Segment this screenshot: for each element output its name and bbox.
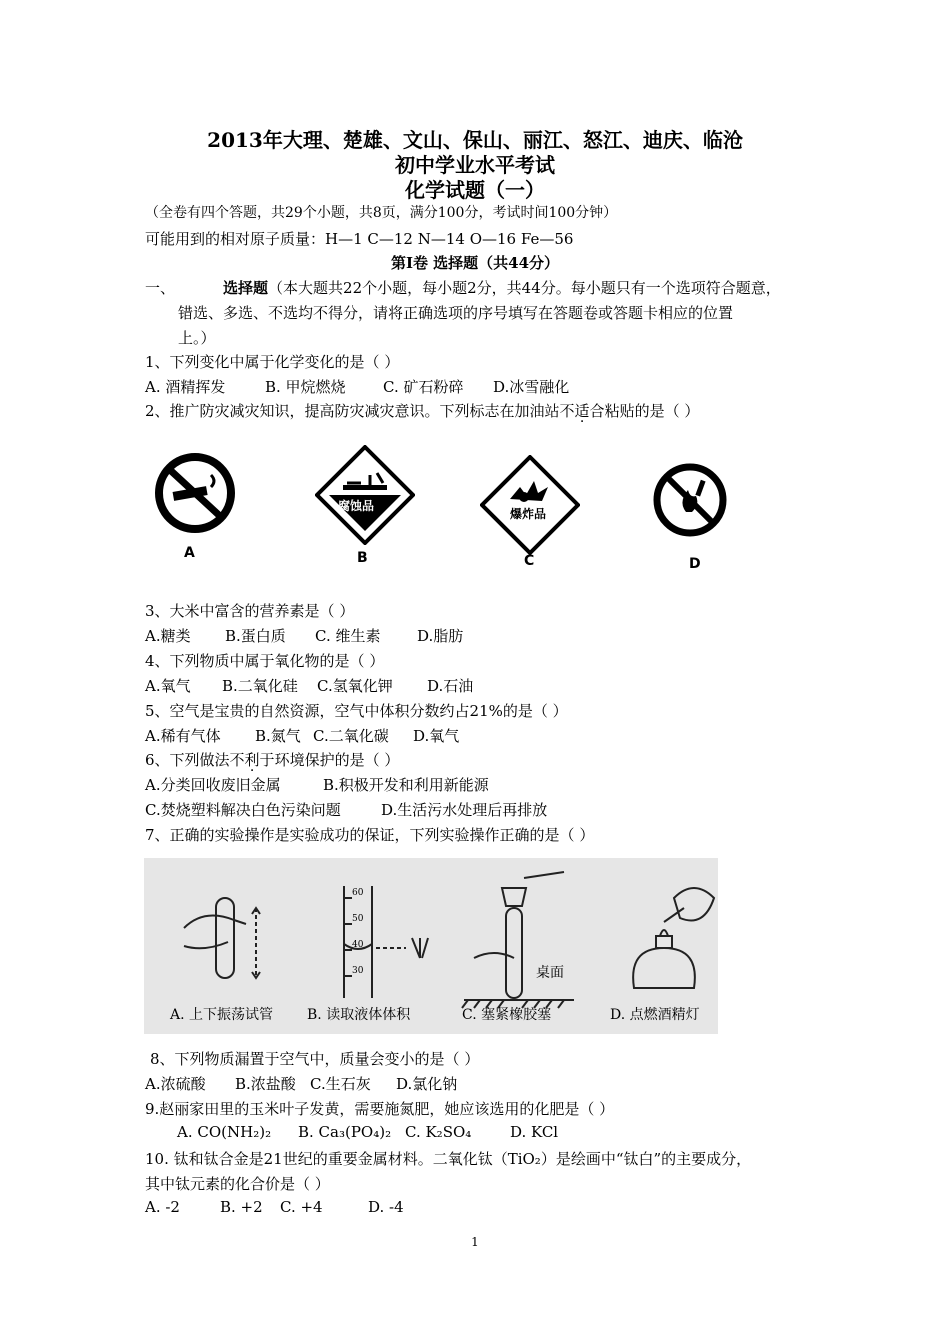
no-fire-sign [650, 460, 730, 540]
question-4-options [145, 675, 473, 696]
q5-option-d: D.氧气 [413, 727, 460, 745]
question-3-options [145, 625, 463, 646]
shaking-test-tube-illustration [184, 898, 260, 978]
question-10-line1: 10. 钛和钛合金是21世纪的重要金属材料。二氧化钛（TiO₂）是绘画中“钛白”的主要成分， [145, 1150, 752, 1168]
q3-option-b: B.蛋白质 [225, 627, 286, 645]
q6-stem-pre: 6、下列做法 [145, 751, 230, 769]
instructions-line3: 上。） [178, 329, 216, 347]
q4-option-b: B.二氧化硅 [222, 677, 298, 695]
q5-option-a: A.稀有气体 [145, 727, 221, 745]
question-7-stem: 7、正确的实验操作是实验成功的保证，下列实验操作正确的是（ ） [145, 826, 595, 844]
section-title: 第Ⅰ卷 选择题（共44分） [390, 254, 560, 272]
sign-c-label: C [524, 553, 535, 569]
sign-b-text: 腐蚀品 [338, 499, 375, 513]
scale-30: 30 [352, 966, 364, 976]
q6-option-d: D.生活污水处理后再排放 [381, 801, 548, 819]
q8-option-c: C.生石灰 [310, 1075, 371, 1093]
q10-option-c: C. +4 [280, 1198, 323, 1216]
q1-option-d: D.冰雪融化 [493, 378, 570, 396]
instructions-text1: （本大题共22个小题，每小题2分，共44分。每小题只有一个选项符合题意， [268, 279, 781, 297]
q6-stem-emphasis: 不利于 [229, 751, 275, 769]
page-number: 1 [471, 1235, 479, 1249]
q8-option-b: B.浓盐酸 [235, 1075, 296, 1093]
q5-option-b: B.氮气 [255, 727, 301, 745]
q6-option-a: A.分类回收废旧金属 [145, 776, 281, 794]
exam-title-line3: 化学试题（一） [405, 178, 545, 202]
question-8-options [145, 1073, 457, 1094]
sign-b-label: B [357, 550, 368, 566]
q9-option-a: A. CO(NH₂)₂ [177, 1123, 272, 1141]
q9-option-c: C. K₂SO₄ [405, 1123, 472, 1141]
question-9-stem: 9.赵丽家田里的玉米叶子发黄，需要施氮肥，她应该选用的化肥是（ ） [145, 1100, 615, 1118]
q5-option-c: C.二氧化碳 [313, 727, 389, 745]
exam-note: （全卷有四个答题，共29个小题，共8页，满分100分，考试时间100分钟） [145, 205, 618, 221]
lab-operations-figure [144, 858, 718, 1034]
q8-option-d: D.氯化钠 [396, 1075, 458, 1093]
q3-option-d: D.脂肪 [417, 627, 464, 645]
q6-stem-post: 环境保护的是（ ） [274, 751, 400, 769]
scale-40: 40 [352, 940, 364, 950]
q6-option-b: B.积极开发和利用新能源 [323, 776, 489, 794]
stopper-illustration [462, 872, 574, 1008]
q1-option-b: B. 甲烷燃烧 [265, 378, 346, 396]
alcohol-lamp-illustration [633, 888, 714, 988]
q8-option-a: A.浓硫酸 [145, 1075, 206, 1093]
sign-a-label: A [184, 545, 195, 561]
q4-option-d: D.石油 [427, 677, 474, 695]
q9-option-d: D. KCl [510, 1123, 559, 1141]
q7-caption-b: B. 读取液体体积 [307, 1007, 411, 1023]
q6-option-c: C.焚烧塑料解决白色污染问题 [145, 801, 341, 819]
exam-title-line2: 初中学业水平考试 [395, 153, 555, 177]
q7-caption-a: A. 上下振荡试管 [170, 1007, 274, 1023]
desk-label: 桌面 [536, 965, 564, 981]
q1-option-c: C. 矿石粉碎 [383, 378, 464, 396]
q2-stem-pre: 2、推广防灾减灾知识，提高防灾减灾意识。下列标志在加油站 [145, 402, 560, 420]
question-5-stem: 5、空气是宝贵的自然资源，空气中体积分数约占21%的是（ ） [145, 702, 568, 720]
section-number: 一、 [145, 279, 176, 297]
question-6-stem [145, 749, 399, 770]
q7-caption-d: D. 点燃酒精灯 [610, 1007, 700, 1023]
question-2-stem [145, 400, 699, 421]
q3-option-a: A.糖类 [145, 627, 191, 645]
no-smoking-sign [145, 445, 245, 580]
question-4-stem: 4、下列物质中属于氧化物的是（ ） [145, 652, 385, 670]
q2-stem-emphasis: 不适合 [559, 402, 605, 420]
question-6-options-row1 [145, 774, 489, 795]
instructions-line2: 错选、多选、不选均不得分，请将正确选项的序号填写在答题卷或答题卡相应的位置 [178, 304, 734, 322]
question-9-options [177, 1123, 558, 1141]
cylinder-scale [352, 880, 363, 984]
atomic-masses: 可能用到的相对原子质量：H—1 C—12 N—14 O—16 Fe—56 [145, 230, 574, 248]
sign-d-label: D [689, 556, 701, 572]
q9-option-b: B. Ca₃(PO₄)₂ [298, 1123, 392, 1141]
q1-option-a: A. 酒精挥发 [145, 378, 226, 396]
question-10-line2: 其中钛元素的化合价是（ ） [145, 1175, 330, 1193]
instructions-line1 [145, 277, 781, 298]
q7-caption-c: C. 塞紧橡胶塞 [462, 1007, 552, 1023]
q4-option-c: C.氢氧化钾 [317, 677, 393, 695]
scale-60: 60 [352, 888, 364, 898]
q10-option-a: A. -2 [145, 1198, 180, 1216]
scale-50: 50 [352, 914, 364, 924]
question-1-stem: 1、下列变化中属于化学变化的是（ ） [145, 353, 400, 371]
q3-option-c: C. 维生素 [315, 627, 381, 645]
question-3-stem: 3、大米中富含的营养素是（ ） [145, 602, 355, 620]
q10-option-b: B. +2 [220, 1198, 263, 1216]
question-1-options [145, 376, 569, 397]
exam-title-line1: 2013年大理、楚雄、文山、保山、丽江、怒江、迪庆、临沧 [207, 128, 743, 152]
q4-option-a: A.氧气 [145, 677, 191, 695]
question-10-options [145, 1198, 404, 1216]
q2-stem-post: 粘贴的是（ ） [604, 402, 700, 420]
q10-option-d: D. -4 [368, 1198, 404, 1216]
question-8-stem: 8、下列物质漏置于空气中，质量会变小的是（ ） [150, 1050, 480, 1068]
sign-c-text: 爆炸品 [510, 507, 547, 521]
question-5-options [145, 725, 459, 746]
corrosive-sign [315, 445, 415, 545]
section-bold-label: 选择题 [223, 279, 269, 297]
question-6-options-row2 [145, 799, 547, 820]
